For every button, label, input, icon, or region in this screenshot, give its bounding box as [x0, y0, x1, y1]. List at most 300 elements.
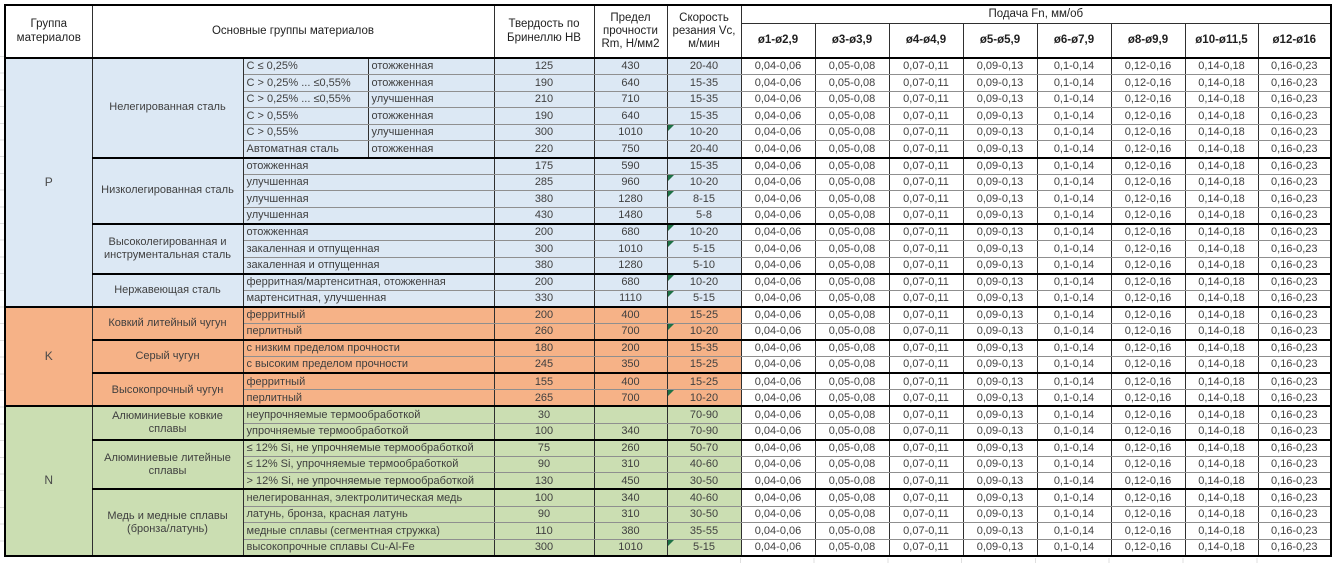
cell-speed[interactable]: 40-60: [667, 456, 741, 473]
cell-feed[interactable]: 0,09-0,13: [963, 274, 1037, 291]
cell-feed[interactable]: 0,14-0,18: [1185, 75, 1258, 92]
cell-strength[interactable]: 700: [594, 324, 667, 341]
cell-speed[interactable]: 10-20: [667, 174, 741, 191]
material-detail[interactable]: латунь, бронза, красная латунь: [243, 506, 494, 523]
cell-feed[interactable]: 0,14-0,18: [1185, 274, 1258, 291]
cell-feed[interactable]: 0,12-0,16: [1111, 91, 1185, 108]
material-detail[interactable]: > 12% Si, не упрочняемые термообработкой: [243, 473, 494, 490]
cell-hardness[interactable]: 180: [494, 340, 594, 357]
cell-feed[interactable]: 0,07-0,11: [889, 340, 963, 357]
feed-diameter-header[interactable]: ø8-ø9,9: [1111, 23, 1185, 58]
cell-feed[interactable]: 0,04-0,06: [741, 440, 815, 457]
cell-feed[interactable]: 0,1-0,14: [1037, 324, 1111, 341]
cell-feed[interactable]: 0,12-0,16: [1111, 191, 1185, 208]
cell-feed[interactable]: 0,04-0,06: [741, 390, 815, 407]
cell-strength[interactable]: 700: [594, 390, 667, 407]
cell-feed[interactable]: 0,16-0,23: [1258, 58, 1331, 75]
cell-feed[interactable]: 0,16-0,23: [1258, 290, 1331, 307]
cell-feed[interactable]: 0,05-0,08: [815, 539, 889, 556]
cell-feed[interactable]: 0,1-0,14: [1037, 257, 1111, 274]
material-subgroup[interactable]: Высоколегированная и инструментальная сталь: [92, 224, 243, 274]
material-detail[interactable]: C > 0,25% ... ≤0,55%: [243, 91, 368, 108]
cell-feed[interactable]: 0,09-0,13: [963, 257, 1037, 274]
cell-feed[interactable]: 0,07-0,11: [889, 506, 963, 523]
cell-feed[interactable]: 0,04-0,06: [741, 290, 815, 307]
cell-feed[interactable]: 0,12-0,16: [1111, 257, 1185, 274]
material-detail[interactable]: перлитный: [243, 324, 494, 341]
cell-feed[interactable]: 0,05-0,08: [815, 307, 889, 324]
cell-hardness[interactable]: 190: [494, 108, 594, 125]
cell-feed[interactable]: 0,07-0,11: [889, 207, 963, 224]
cell-speed[interactable]: 20-40: [667, 141, 741, 158]
material-detail[interactable]: ферритный: [243, 373, 494, 390]
cell-feed[interactable]: 0,1-0,14: [1037, 523, 1111, 540]
cell-feed[interactable]: 0,1-0,14: [1037, 191, 1111, 208]
cell-feed[interactable]: 0,07-0,11: [889, 406, 963, 423]
cell-feed[interactable]: 0,09-0,13: [963, 141, 1037, 158]
cell-feed[interactable]: 0,12-0,16: [1111, 124, 1185, 141]
cell-strength[interactable]: 680: [594, 224, 667, 241]
material-condition[interactable]: улучшенная: [368, 91, 494, 108]
cell-feed[interactable]: 0,07-0,11: [889, 274, 963, 291]
cell-feed[interactable]: 0,12-0,16: [1111, 390, 1185, 407]
cell-feed[interactable]: 0,12-0,16: [1111, 506, 1185, 523]
cell-feed[interactable]: 0,14-0,18: [1185, 523, 1258, 540]
cell-hardness[interactable]: 30: [494, 406, 594, 423]
cell-feed[interactable]: 0,04-0,06: [741, 141, 815, 158]
cell-feed[interactable]: 0,07-0,11: [889, 456, 963, 473]
cell-feed[interactable]: 0,05-0,08: [815, 174, 889, 191]
header-main-groups[interactable]: Основные группы материалов: [92, 5, 494, 58]
cell-feed[interactable]: 0,14-0,18: [1185, 207, 1258, 224]
cell-hardness[interactable]: 200: [494, 274, 594, 291]
cell-hardness[interactable]: 260: [494, 324, 594, 341]
cell-feed[interactable]: 0,12-0,16: [1111, 274, 1185, 291]
feed-diameter-header[interactable]: ø5-ø5,9: [963, 23, 1037, 58]
cell-feed[interactable]: 0,07-0,11: [889, 241, 963, 258]
cell-feed[interactable]: 0,14-0,18: [1185, 456, 1258, 473]
cell-feed[interactable]: 0,16-0,23: [1258, 257, 1331, 274]
cell-feed[interactable]: 0,05-0,08: [815, 324, 889, 341]
cell-hardness[interactable]: 300: [494, 241, 594, 258]
cell-feed[interactable]: 0,05-0,08: [815, 340, 889, 357]
cell-feed[interactable]: 0,1-0,14: [1037, 274, 1111, 291]
cell-feed[interactable]: 0,14-0,18: [1185, 340, 1258, 357]
material-subgroup[interactable]: Алюминиевые литейные сплавы: [92, 440, 243, 490]
cell-feed[interactable]: 0,14-0,18: [1185, 423, 1258, 440]
cell-feed[interactable]: 0,14-0,18: [1185, 58, 1258, 75]
material-detail[interactable]: упрочняемые термообработкой: [243, 423, 494, 440]
cell-feed[interactable]: 0,05-0,08: [815, 274, 889, 291]
cell-feed[interactable]: 0,12-0,16: [1111, 440, 1185, 457]
cell-feed[interactable]: 0,1-0,14: [1037, 489, 1111, 506]
cell-feed[interactable]: 0,07-0,11: [889, 91, 963, 108]
cell-strength[interactable]: 310: [594, 456, 667, 473]
cell-feed[interactable]: 0,14-0,18: [1185, 307, 1258, 324]
material-detail[interactable]: с высоким пределом прочности: [243, 357, 494, 374]
feed-diameter-header[interactable]: ø12-ø16: [1258, 23, 1331, 58]
cell-feed[interactable]: 0,09-0,13: [963, 290, 1037, 307]
cell-feed[interactable]: 0,05-0,08: [815, 440, 889, 457]
cell-feed[interactable]: 0,12-0,16: [1111, 373, 1185, 390]
cell-speed[interactable]: 5-15: [667, 290, 741, 307]
cell-feed[interactable]: 0,05-0,08: [815, 406, 889, 423]
cell-speed[interactable]: 15-35: [667, 91, 741, 108]
cell-speed[interactable]: 5-10: [667, 257, 741, 274]
cell-strength[interactable]: 680: [594, 274, 667, 291]
cell-speed[interactable]: 10-20: [667, 390, 741, 407]
cell-feed[interactable]: 0,12-0,16: [1111, 58, 1185, 75]
cell-feed[interactable]: 0,14-0,18: [1185, 257, 1258, 274]
cell-feed[interactable]: 0,09-0,13: [963, 456, 1037, 473]
cell-feed[interactable]: 0,14-0,18: [1185, 174, 1258, 191]
cell-feed[interactable]: 0,14-0,18: [1185, 324, 1258, 341]
cell-feed[interactable]: 0,04-0,06: [741, 473, 815, 490]
cell-feed[interactable]: 0,14-0,18: [1185, 141, 1258, 158]
cell-feed[interactable]: 0,04-0,06: [741, 539, 815, 556]
cell-feed[interactable]: 0,07-0,11: [889, 324, 963, 341]
cell-speed[interactable]: 40-60: [667, 489, 741, 506]
cell-feed[interactable]: 0,09-0,13: [963, 340, 1037, 357]
cell-feed[interactable]: 0,1-0,14: [1037, 373, 1111, 390]
material-subgroup[interactable]: Низколегированная сталь: [92, 158, 243, 224]
cell-feed[interactable]: 0,09-0,13: [963, 241, 1037, 258]
cell-speed[interactable]: 15-25: [667, 357, 741, 374]
cell-feed[interactable]: 0,14-0,18: [1185, 539, 1258, 556]
cell-feed[interactable]: 0,14-0,18: [1185, 440, 1258, 457]
header-hardness[interactable]: Твердость по Бринеллю HB: [494, 5, 594, 58]
material-detail[interactable]: отожженная: [243, 158, 494, 175]
cell-feed[interactable]: 0,12-0,16: [1111, 108, 1185, 125]
material-detail[interactable]: нелегированная, электролитическая медь: [243, 489, 494, 506]
cell-feed[interactable]: 0,12-0,16: [1111, 539, 1185, 556]
cell-feed[interactable]: 0,07-0,11: [889, 174, 963, 191]
cell-strength[interactable]: [594, 406, 667, 423]
cell-feed[interactable]: 0,16-0,23: [1258, 390, 1331, 407]
cell-speed[interactable]: 30-50: [667, 473, 741, 490]
cell-feed[interactable]: 0,16-0,23: [1258, 91, 1331, 108]
cell-feed[interactable]: 0,05-0,08: [815, 523, 889, 540]
cell-feed[interactable]: 0,1-0,14: [1037, 241, 1111, 258]
cell-feed[interactable]: 0,12-0,16: [1111, 158, 1185, 175]
cell-feed[interactable]: 0,07-0,11: [889, 440, 963, 457]
cell-feed[interactable]: 0,1-0,14: [1037, 174, 1111, 191]
cell-strength[interactable]: 750: [594, 141, 667, 158]
cell-strength[interactable]: 640: [594, 75, 667, 92]
cell-feed[interactable]: 0,04-0,06: [741, 91, 815, 108]
cell-feed[interactable]: 0,16-0,23: [1258, 324, 1331, 341]
material-detail[interactable]: ферритная/мартенситная, отожженная: [243, 274, 494, 291]
cell-feed[interactable]: 0,07-0,11: [889, 373, 963, 390]
cell-speed[interactable]: 8-15: [667, 191, 741, 208]
cell-feed[interactable]: 0,09-0,13: [963, 174, 1037, 191]
material-condition[interactable]: отожженная: [368, 108, 494, 125]
material-subgroup[interactable]: Нелегированная сталь: [92, 58, 243, 158]
cell-speed[interactable]: 10-20: [667, 124, 741, 141]
cell-feed[interactable]: 0,05-0,08: [815, 506, 889, 523]
cell-feed[interactable]: 0,16-0,23: [1258, 523, 1331, 540]
cell-feed[interactable]: 0,07-0,11: [889, 489, 963, 506]
cell-feed[interactable]: 0,05-0,08: [815, 58, 889, 75]
cell-feed[interactable]: 0,16-0,23: [1258, 141, 1331, 158]
material-detail[interactable]: медные сплавы (сегментная стружка): [243, 523, 494, 540]
cell-strength[interactable]: 1010: [594, 539, 667, 556]
cell-feed[interactable]: 0,16-0,23: [1258, 506, 1331, 523]
cell-feed[interactable]: 0,04-0,06: [741, 406, 815, 423]
cell-feed[interactable]: 0,1-0,14: [1037, 456, 1111, 473]
cell-feed[interactable]: 0,1-0,14: [1037, 158, 1111, 175]
cell-speed[interactable]: 15-35: [667, 75, 741, 92]
feed-diameter-header[interactable]: ø1-ø2,9: [741, 23, 815, 58]
material-detail[interactable]: ферритный: [243, 307, 494, 324]
cell-feed[interactable]: 0,12-0,16: [1111, 75, 1185, 92]
material-detail[interactable]: C > 0,25% ... ≤0,55%: [243, 75, 368, 92]
cell-feed[interactable]: 0,04-0,06: [741, 241, 815, 258]
cell-feed[interactable]: 0,07-0,11: [889, 307, 963, 324]
cell-feed[interactable]: 0,16-0,23: [1258, 274, 1331, 291]
cell-speed[interactable]: 15-35: [667, 158, 741, 175]
cell-feed[interactable]: 0,1-0,14: [1037, 406, 1111, 423]
material-detail[interactable]: улучшенная: [243, 207, 494, 224]
cell-feed[interactable]: 0,14-0,18: [1185, 158, 1258, 175]
cell-feed[interactable]: 0,1-0,14: [1037, 390, 1111, 407]
cell-feed[interactable]: 0,09-0,13: [963, 473, 1037, 490]
material-detail[interactable]: отожженная: [243, 224, 494, 241]
cell-feed[interactable]: 0,14-0,18: [1185, 506, 1258, 523]
cell-feed[interactable]: 0,16-0,23: [1258, 373, 1331, 390]
cell-hardness[interactable]: 200: [494, 307, 594, 324]
material-condition[interactable]: отожженная: [368, 75, 494, 92]
cell-feed[interactable]: 0,04-0,06: [741, 506, 815, 523]
cell-strength[interactable]: 310: [594, 506, 667, 523]
cell-feed[interactable]: 0,05-0,08: [815, 257, 889, 274]
cell-hardness[interactable]: 125: [494, 58, 594, 75]
cell-feed[interactable]: 0,14-0,18: [1185, 241, 1258, 258]
cell-feed[interactable]: 0,16-0,23: [1258, 440, 1331, 457]
cell-feed[interactable]: 0,16-0,23: [1258, 207, 1331, 224]
cell-feed[interactable]: 0,16-0,23: [1258, 456, 1331, 473]
cell-feed[interactable]: 0,05-0,08: [815, 241, 889, 258]
header-speed[interactable]: Скорость резания Vc, м/мин: [667, 5, 741, 58]
cell-feed[interactable]: 0,16-0,23: [1258, 489, 1331, 506]
cell-feed[interactable]: 0,1-0,14: [1037, 506, 1111, 523]
cell-feed[interactable]: 0,09-0,13: [963, 307, 1037, 324]
cell-feed[interactable]: 0,14-0,18: [1185, 357, 1258, 374]
cell-feed[interactable]: 0,04-0,06: [741, 489, 815, 506]
feed-diameter-header[interactable]: ø10-ø11,5: [1185, 23, 1258, 58]
cell-hardness[interactable]: 300: [494, 124, 594, 141]
cell-feed[interactable]: 0,05-0,08: [815, 124, 889, 141]
cell-hardness[interactable]: 430: [494, 207, 594, 224]
cell-strength[interactable]: 960: [594, 174, 667, 191]
cell-feed[interactable]: 0,16-0,23: [1258, 191, 1331, 208]
cell-feed[interactable]: 0,12-0,16: [1111, 523, 1185, 540]
cell-feed[interactable]: 0,07-0,11: [889, 257, 963, 274]
cell-hardness[interactable]: 380: [494, 191, 594, 208]
cell-feed[interactable]: 0,14-0,18: [1185, 489, 1258, 506]
cell-speed[interactable]: 10-20: [667, 224, 741, 241]
material-group-code[interactable]: P: [5, 58, 92, 307]
cell-feed[interactable]: 0,07-0,11: [889, 191, 963, 208]
cell-speed[interactable]: 20-40: [667, 58, 741, 75]
cell-feed[interactable]: 0,05-0,08: [815, 423, 889, 440]
cell-feed[interactable]: 0,12-0,16: [1111, 307, 1185, 324]
cell-feed[interactable]: 0,1-0,14: [1037, 307, 1111, 324]
material-condition[interactable]: улучшенная: [368, 124, 494, 141]
cell-speed[interactable]: 5-15: [667, 539, 741, 556]
material-detail[interactable]: неупрочняемые термообработкой: [243, 406, 494, 423]
cell-hardness[interactable]: 155: [494, 373, 594, 390]
cell-hardness[interactable]: 175: [494, 158, 594, 175]
cell-feed[interactable]: 0,09-0,13: [963, 191, 1037, 208]
cell-strength[interactable]: 590: [594, 158, 667, 175]
cell-feed[interactable]: 0,04-0,06: [741, 224, 815, 241]
cell-feed[interactable]: 0,05-0,08: [815, 108, 889, 125]
cell-feed[interactable]: 0,04-0,06: [741, 257, 815, 274]
cell-hardness[interactable]: 75: [494, 440, 594, 457]
cell-feed[interactable]: 0,16-0,23: [1258, 539, 1331, 556]
cell-feed[interactable]: 0,1-0,14: [1037, 141, 1111, 158]
cell-strength[interactable]: 430: [594, 58, 667, 75]
cell-hardness[interactable]: 90: [494, 506, 594, 523]
cell-feed[interactable]: 0,05-0,08: [815, 141, 889, 158]
cell-feed[interactable]: 0,14-0,18: [1185, 124, 1258, 141]
cell-feed[interactable]: 0,16-0,23: [1258, 174, 1331, 191]
cell-hardness[interactable]: 245: [494, 357, 594, 374]
cell-feed[interactable]: 0,16-0,23: [1258, 473, 1331, 490]
material-subgroup[interactable]: Медь и медные сплавы (бронза/латунь): [92, 489, 243, 555]
cell-strength[interactable]: 1010: [594, 124, 667, 141]
cell-feed[interactable]: 0,1-0,14: [1037, 473, 1111, 490]
cell-speed[interactable]: 35-55: [667, 523, 741, 540]
cell-feed[interactable]: 0,1-0,14: [1037, 340, 1111, 357]
header-material-group[interactable]: Группа материалов: [5, 5, 92, 58]
cell-feed[interactable]: 0,1-0,14: [1037, 539, 1111, 556]
material-subgroup[interactable]: Серый чугун: [92, 340, 243, 373]
material-detail[interactable]: C > 0,55%: [243, 124, 368, 141]
cell-feed[interactable]: 0,04-0,06: [741, 58, 815, 75]
cell-feed[interactable]: 0,09-0,13: [963, 440, 1037, 457]
material-detail[interactable]: ≤ 12% Si, не упрочняемые термообработкой: [243, 440, 494, 457]
cell-feed[interactable]: 0,16-0,23: [1258, 158, 1331, 175]
cell-feed[interactable]: 0,09-0,13: [963, 523, 1037, 540]
material-detail[interactable]: улучшенная: [243, 191, 494, 208]
cell-feed[interactable]: 0,12-0,16: [1111, 207, 1185, 224]
cell-feed[interactable]: 0,12-0,16: [1111, 406, 1185, 423]
cell-strength[interactable]: 1280: [594, 257, 667, 274]
cell-feed[interactable]: 0,04-0,06: [741, 207, 815, 224]
cell-feed[interactable]: 0,04-0,06: [741, 423, 815, 440]
cell-feed[interactable]: 0,07-0,11: [889, 224, 963, 241]
cell-feed[interactable]: 0,05-0,08: [815, 357, 889, 374]
material-detail[interactable]: C ≤ 0,25%: [243, 58, 368, 75]
cell-feed[interactable]: 0,04-0,06: [741, 174, 815, 191]
cell-feed[interactable]: 0,05-0,08: [815, 91, 889, 108]
cell-feed[interactable]: 0,07-0,11: [889, 357, 963, 374]
cell-feed[interactable]: 0,14-0,18: [1185, 390, 1258, 407]
cell-hardness[interactable]: 330: [494, 290, 594, 307]
cell-feed[interactable]: 0,1-0,14: [1037, 440, 1111, 457]
cell-speed[interactable]: 10-20: [667, 274, 741, 291]
cell-feed[interactable]: 0,05-0,08: [815, 390, 889, 407]
cell-strength[interactable]: 1280: [594, 191, 667, 208]
material-group-code[interactable]: K: [5, 307, 92, 407]
cell-feed[interactable]: 0,07-0,11: [889, 108, 963, 125]
cell-feed[interactable]: 0,04-0,06: [741, 324, 815, 341]
cell-feed[interactable]: 0,09-0,13: [963, 373, 1037, 390]
cell-feed[interactable]: 0,04-0,06: [741, 456, 815, 473]
cell-feed[interactable]: 0,04-0,06: [741, 274, 815, 291]
cell-feed[interactable]: 0,12-0,16: [1111, 340, 1185, 357]
cell-hardness[interactable]: 190: [494, 75, 594, 92]
cell-speed[interactable]: 70-90: [667, 423, 741, 440]
cell-feed[interactable]: 0,05-0,08: [815, 207, 889, 224]
cell-feed[interactable]: 0,12-0,16: [1111, 174, 1185, 191]
material-detail[interactable]: Автоматная сталь: [243, 141, 368, 158]
material-detail[interactable]: с низким пределом прочности: [243, 340, 494, 357]
cell-feed[interactable]: 0,04-0,06: [741, 75, 815, 92]
cell-speed[interactable]: 15-35: [667, 340, 741, 357]
material-subgroup[interactable]: Ковкий литейный чугун: [92, 307, 243, 340]
cell-feed[interactable]: 0,16-0,23: [1258, 124, 1331, 141]
cell-feed[interactable]: 0,09-0,13: [963, 224, 1037, 241]
material-condition[interactable]: отожженная: [368, 58, 494, 75]
cell-feed[interactable]: 0,14-0,18: [1185, 373, 1258, 390]
cell-feed[interactable]: 0,16-0,23: [1258, 241, 1331, 258]
cell-feed[interactable]: 0,09-0,13: [963, 539, 1037, 556]
material-group-code[interactable]: N: [5, 406, 92, 555]
cell-feed[interactable]: 0,04-0,06: [741, 523, 815, 540]
material-detail[interactable]: высокопрочные сплавы Cu-Al-Fe: [243, 539, 494, 556]
cell-speed[interactable]: 15-25: [667, 373, 741, 390]
cell-feed[interactable]: 0,05-0,08: [815, 191, 889, 208]
cell-feed[interactable]: 0,12-0,16: [1111, 357, 1185, 374]
cell-strength[interactable]: 200: [594, 340, 667, 357]
cell-strength[interactable]: 380: [594, 523, 667, 540]
cell-speed[interactable]: 15-35: [667, 108, 741, 125]
material-detail[interactable]: ≤ 12% Si, упрочняемые термообработкой: [243, 456, 494, 473]
cell-feed[interactable]: 0,09-0,13: [963, 506, 1037, 523]
cell-feed[interactable]: 0,09-0,13: [963, 91, 1037, 108]
cell-feed[interactable]: 0,14-0,18: [1185, 224, 1258, 241]
cell-feed[interactable]: 0,07-0,11: [889, 75, 963, 92]
material-subgroup[interactable]: Высокопрочный чугун: [92, 373, 243, 406]
cell-feed[interactable]: 0,09-0,13: [963, 207, 1037, 224]
cell-strength[interactable]: 710: [594, 91, 667, 108]
cell-feed[interactable]: 0,16-0,23: [1258, 340, 1331, 357]
cell-strength[interactable]: 1110: [594, 290, 667, 307]
cell-feed[interactable]: 0,16-0,23: [1258, 108, 1331, 125]
cell-feed[interactable]: 0,1-0,14: [1037, 224, 1111, 241]
cell-speed[interactable]: 5-8: [667, 207, 741, 224]
cell-feed[interactable]: 0,16-0,23: [1258, 423, 1331, 440]
material-detail[interactable]: C > 0,55%: [243, 108, 368, 125]
cell-feed[interactable]: 0,05-0,08: [815, 456, 889, 473]
cell-hardness[interactable]: 100: [494, 423, 594, 440]
cell-speed[interactable]: 5-15: [667, 241, 741, 258]
cell-hardness[interactable]: 265: [494, 390, 594, 407]
cell-hardness[interactable]: 110: [494, 523, 594, 540]
cell-feed[interactable]: 0,16-0,23: [1258, 224, 1331, 241]
cell-feed[interactable]: 0,1-0,14: [1037, 207, 1111, 224]
cell-feed[interactable]: 0,09-0,13: [963, 58, 1037, 75]
cell-feed[interactable]: 0,07-0,11: [889, 423, 963, 440]
cell-feed[interactable]: 0,12-0,16: [1111, 141, 1185, 158]
cell-feed[interactable]: 0,05-0,08: [815, 75, 889, 92]
cell-strength[interactable]: 400: [594, 307, 667, 324]
material-subgroup[interactable]: Нержавеющая сталь: [92, 274, 243, 307]
cell-hardness[interactable]: 220: [494, 141, 594, 158]
